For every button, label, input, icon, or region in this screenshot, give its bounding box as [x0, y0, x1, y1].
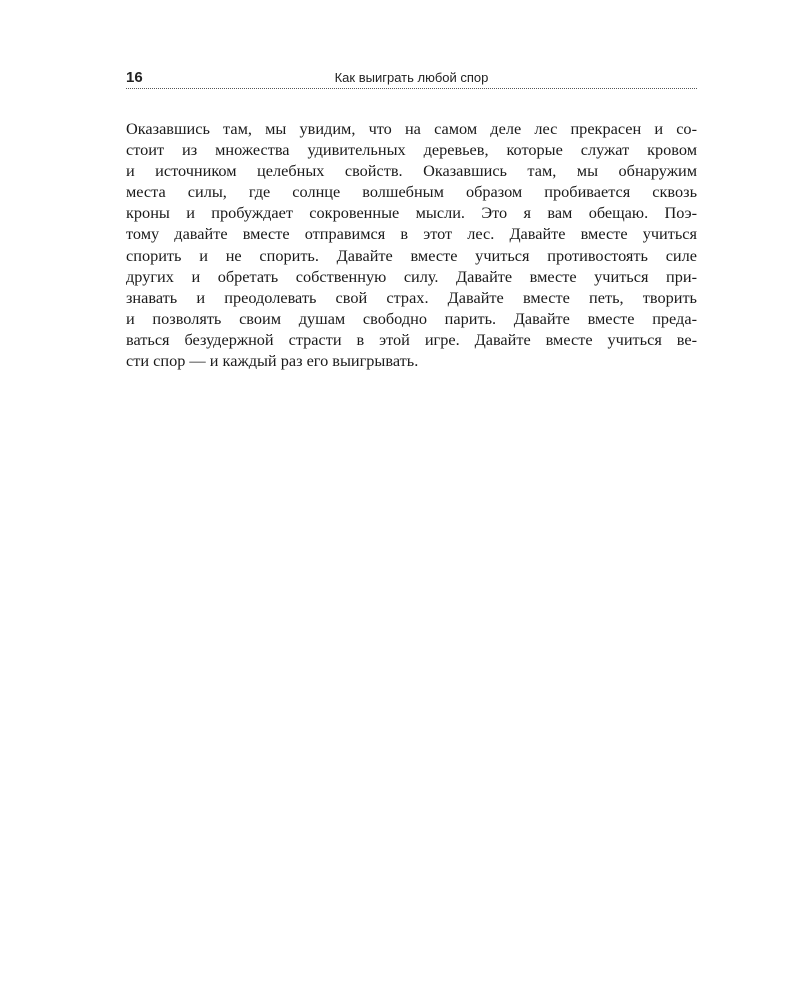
body-paragraph	[126, 89, 697, 371]
text-line: места силы, где солнце волшебным образом пробивается сквозь	[126, 182, 697, 202]
page-number: 16	[126, 69, 143, 86]
text-line: других и обретать собственную силу. Давайте вместе учиться при-	[126, 266, 697, 286]
book-page	[126, 62, 697, 371]
book-title: Как выиграть любой спор	[334, 70, 489, 85]
running-header	[126, 62, 697, 89]
text-line: спорить и не спорить. Давайте вместе учиться противостоять силе	[126, 245, 697, 265]
text-line: и источником целебных свойств. Оказавшись там, мы обнаружим	[126, 161, 697, 181]
text-line: Оказавшись там, мы увидим, что на самом деле лес прекрасен и со-	[126, 119, 697, 138]
text-line: кроны и пробуждает сокровенные мысли. Это я вам обещаю. Поэ-	[126, 203, 697, 223]
text-line: знавать и преодолевать свой страх. Давайте вместе петь, творить	[126, 287, 697, 307]
text-line: сти спор — и каждый раз его выигрывать.	[126, 351, 419, 371]
text-line: тому давайте вместе отправимся в этот лес. Давайте вместе учиться	[126, 224, 697, 244]
text-line: ваться безудержной страсти в этой игре. Давайте вместе учиться ве-	[126, 329, 697, 349]
text-line: и позволять своим душам свободно парить. Давайте вместе преда-	[126, 308, 697, 328]
text-line: стоит из множества удивительных деревьев, которые служат кровом	[126, 140, 697, 160]
